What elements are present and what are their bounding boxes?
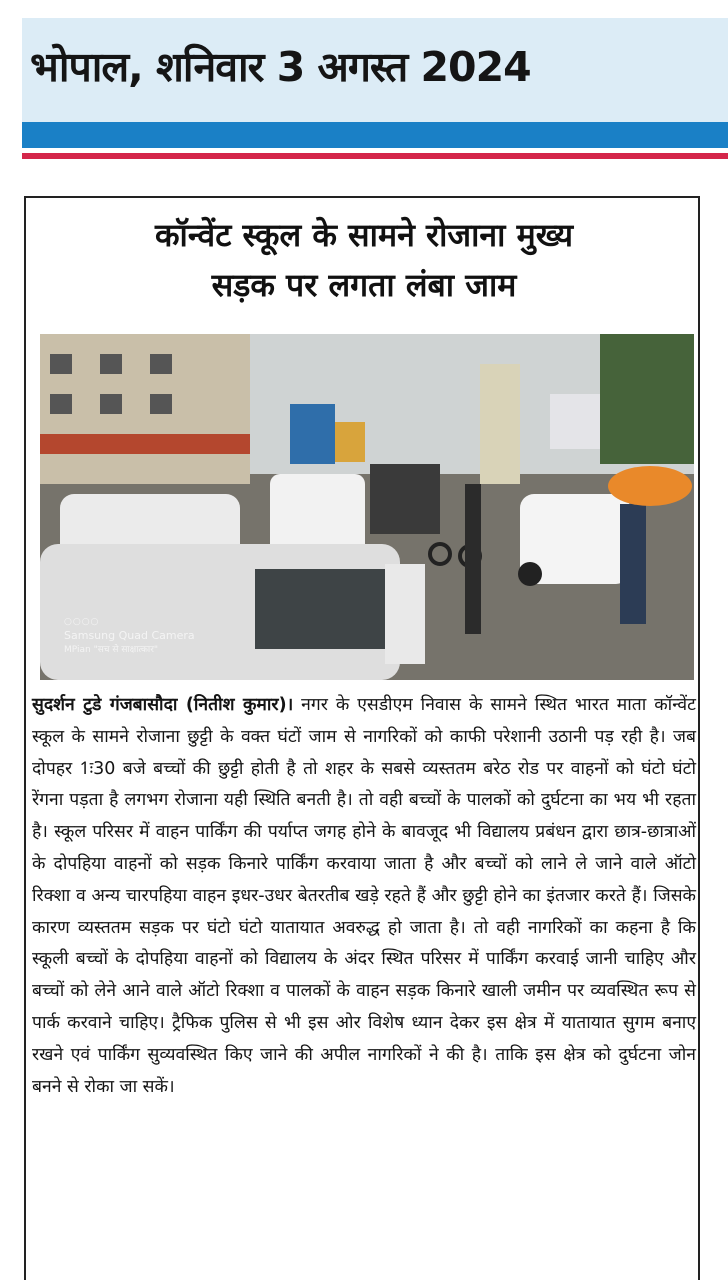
photo-watermark [64, 612, 195, 657]
headline [38, 210, 690, 310]
masthead [22, 18, 728, 122]
article-body [32, 690, 696, 1103]
byline: सुदर्शन टुडे गंजबासौदा (नितीश कुमार)। [32, 695, 294, 715]
article-body-text: नगर के एसडीएम निवास के सामने स्थित भारत माता कॉन्वेंट स्कूल के सामने रोजाना छुट्टी के वक्त घंटों जाम से नागरिकों को काफी परेशानी उठानी पड़ रही है। जब दोपहर 1ः30 बजे बच्चों की छुट्टी होती है तो शहर के सबसे व्यस्ततम बरेठ रोड पर वाहनों को घंटो घंटो रेंगना पड़ता है लगभग रोजाना यही स्थिति बनती है। तो वही बच्चों के पालकों को दुर्घटना का भय भी रहता है। स्कूल परिसर में वाहन पार्किंग की पर्याप्त जगह होने के बावजूद भी विद्यालय प्रबंधन द्वारा छात्र-छात्राओं के दोपहिया वाहनों को सड़क किनारे पार्किंग करवाया जाता है और बच्चों को लाने ले जाने वाले ऑटो रिक्शा व अन्य चारपहिया वाहन इधर-उधर बेतरतीब खड़े रहते हैं और छुट्टी होने का इंतजार करते हैं। जिसके कारण व्यस्ततम सड़क पर घंटो घंटो यातायात अवरुद्ध हो जाता है। तो वही नागरिकों का कहना है कि स्कूली बच्चों के दोपहिया वाहनों को विद्यालय के अंदर स्थित परिसर में पार्किंग करवाई जानी चाहिए और बच्चों को लेने आने वाले ऑटो रिक्शा व पालकों के वाहन सड़क किनारे खाली जमीन पर व्यवस्थित रूप से पार्क करवाने चाहिए। ट्रैफिक पुलिस से भी इस ओर विशेष ध्यान देकर इस क्षेत्र में यातायात सुगम बनाए रखने एवं पार्किंग सुव्यवस्थित किए जाने की अपील नागरिकों ने की है। ताकि इस क्षेत्र को दुर्घटना जोन बनने से रोका जा सकें। [32, 695, 696, 1097]
dateline: भोपाल, शनिवार 3 अगस्त 2024 [30, 43, 531, 91]
masthead-blue-band [22, 122, 728, 148]
headline-line-2: सड़क पर लगता लंबा जाम [211, 266, 517, 304]
headline-line-1: कॉन्वेंट स्कूल के सामने रोजाना मुख्य [154, 216, 574, 254]
masthead-red-rule [22, 153, 728, 159]
camera-dots-icon: ○○○○ [64, 617, 100, 627]
watermark-camera: Samsung Quad Camera [64, 629, 195, 642]
watermark-credit: MPian "सच से साक्षात्कार" [64, 645, 159, 655]
